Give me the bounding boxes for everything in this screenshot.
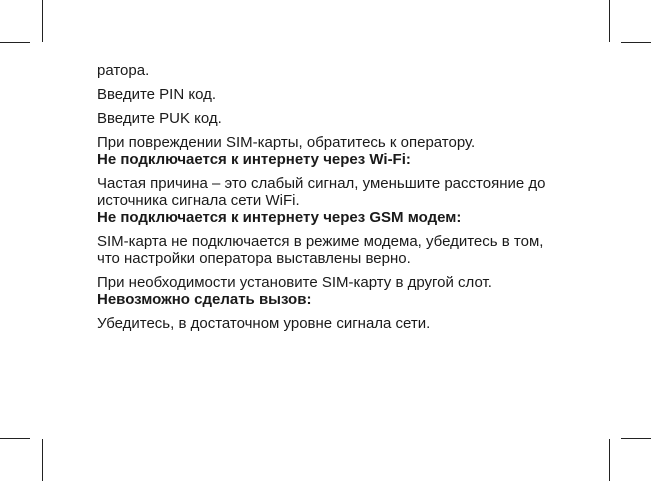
- body-text-line: Введите PIN код.: [97, 86, 216, 103]
- page-content: [97, 62, 597, 332]
- crop-mark-bottom-left-horizontal: [0, 438, 30, 439]
- body-text-line: При необходимости установите SIM-карту в другой слот.: [97, 274, 492, 291]
- body-text-line: Введите PUK код.: [97, 110, 222, 127]
- section-heading-wifi: Не подключается к интернету через Wi-Fi:: [97, 151, 411, 168]
- section-heading-gsm-modem: Не подключается к интернету через GSM модем:: [97, 209, 462, 226]
- crop-mark-top-right-horizontal: [621, 42, 651, 43]
- body-text-line: источника сигнала сети WiFi.: [97, 192, 300, 209]
- crop-mark-top-left-horizontal: [0, 42, 30, 43]
- crop-mark-top-left-vertical: [42, 0, 43, 42]
- body-text-line: ратора.: [97, 62, 150, 79]
- crop-mark-top-right-vertical: [609, 0, 610, 42]
- body-text-line: SIM-карта не подключается в режиме модема, убедитесь в том,: [97, 233, 544, 250]
- crop-mark-bottom-right-vertical: [609, 439, 610, 481]
- body-text-line: При повреждении SIM-карты, обратитесь к оператору.: [97, 134, 476, 151]
- crop-mark-bottom-left-vertical: [42, 439, 43, 481]
- crop-mark-bottom-right-horizontal: [621, 438, 651, 439]
- body-text-line: Убедитесь, в достаточном уровне сигнала сети.: [97, 315, 431, 332]
- body-text-line: Частая причина – это слабый сигнал, уменьшите расстояние до: [97, 175, 546, 192]
- body-text-line: что настройки оператора выставлены верно.: [97, 250, 411, 267]
- section-heading-calls: Невозможно сделать вызов:: [97, 291, 312, 308]
